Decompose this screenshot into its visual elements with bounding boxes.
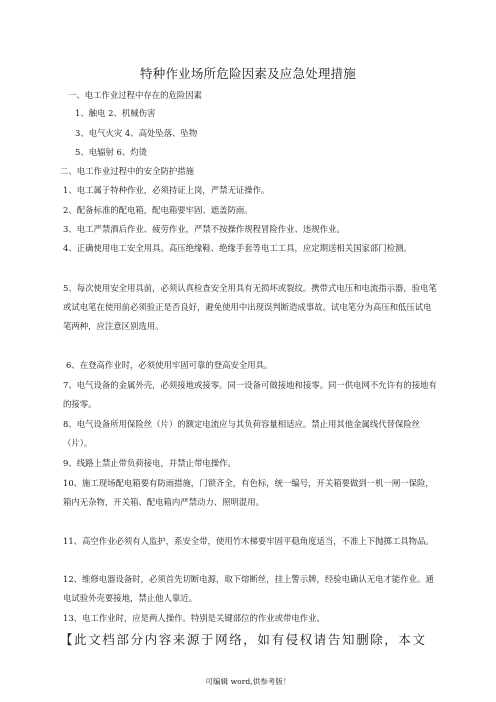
hazard-line-3: 5、电辐射 6、灼烫 [75,147,147,157]
measure-13: 13、电工作业时，应是两人操作。特别是关键部位的作业或带电作业。 [63,613,325,623]
source-disclaimer-banner: 【此文档部分内容来源于网络，如有侵权请告知删除，本文 [60,632,427,647]
measure-11: 11、高空作业必须有人监护，系安全带，使用竹木梯要牢固平稳角度适当，不准上下抛掷工具物品。 [63,536,434,546]
document-title: 特种作业场所危险因素及应急处理措施 [140,66,356,81]
measure-2: 2、配备标准的配电箱，配电箱要牢固、遮盖防雨。 [63,205,253,215]
page-footer: 可编辑 word,供参考版！ [205,677,291,686]
measure-9: 9、线路上禁止带负荷接电，并禁止带电操作。 [63,458,236,468]
measure-10: 10、施工现场配电箱要有防雨措施，门锁齐全，有色标，统一编号，开关箱要做到一机一闸一保险，箱内无杂物，开关箱、配电箱内严禁动力、照明混用。 [63,478,434,508]
measure-12: 12、维修电器设备时，必须首先切断电源，取下熔断丝，挂上警示牌，经验电确认无电才能作业。通电试验外壳要接地，禁止他人靠近。 [63,574,434,604]
measure-8: 8、电气设备所用保险丝（片）的额定电流应与其负荷容量相适应。禁止用其他金属线代替保险丝（片）。 [63,419,421,449]
section-heading-measures: 二、电工作业过程中的安全防护措施 [60,166,194,176]
measure-4: 4、正确使用电工安全用具。高压绝缘鞋、绝缘手套等电工工具，应定期送相关国家部门检测。 [63,243,412,253]
hazard-line-2: 3、电气火灾 4、高处坠落、坠物 [75,128,198,138]
hazard-line-1: 1、触电 2、机械伤害 [75,108,156,118]
measure-1: 1、电工属于特种作业，必须持证上岗，严禁无证操作。 [63,185,270,195]
measure-7: 7、电气设备的金属外壳，必须接地或接零。同一设备可做接地和接零。同一供电网不允许有的接地有的接零。 [63,380,437,410]
measure-3: 3、电工严禁酒后作业、疲劳作业，严禁不按操作规程冒险作业、违规作业。 [63,224,345,234]
measure-5: 5、每次使用安全用具前，必须认真检查安全用具有无损坏或裂纹。携带式电压和电流指示器，验电笔或试电笔在使用前必须验正是否良好，避免使用中出现误判断造成事故。试电笔分为高压和低压试电笔两种，应注意区别选用。 [63,283,437,332]
section-heading-hazards: 一、电工作业过程中存在的危险因素 [68,90,202,100]
measure-6: 6、在登高作业时，必须使用牢固可靠的登高安全用具。 [66,360,273,370]
